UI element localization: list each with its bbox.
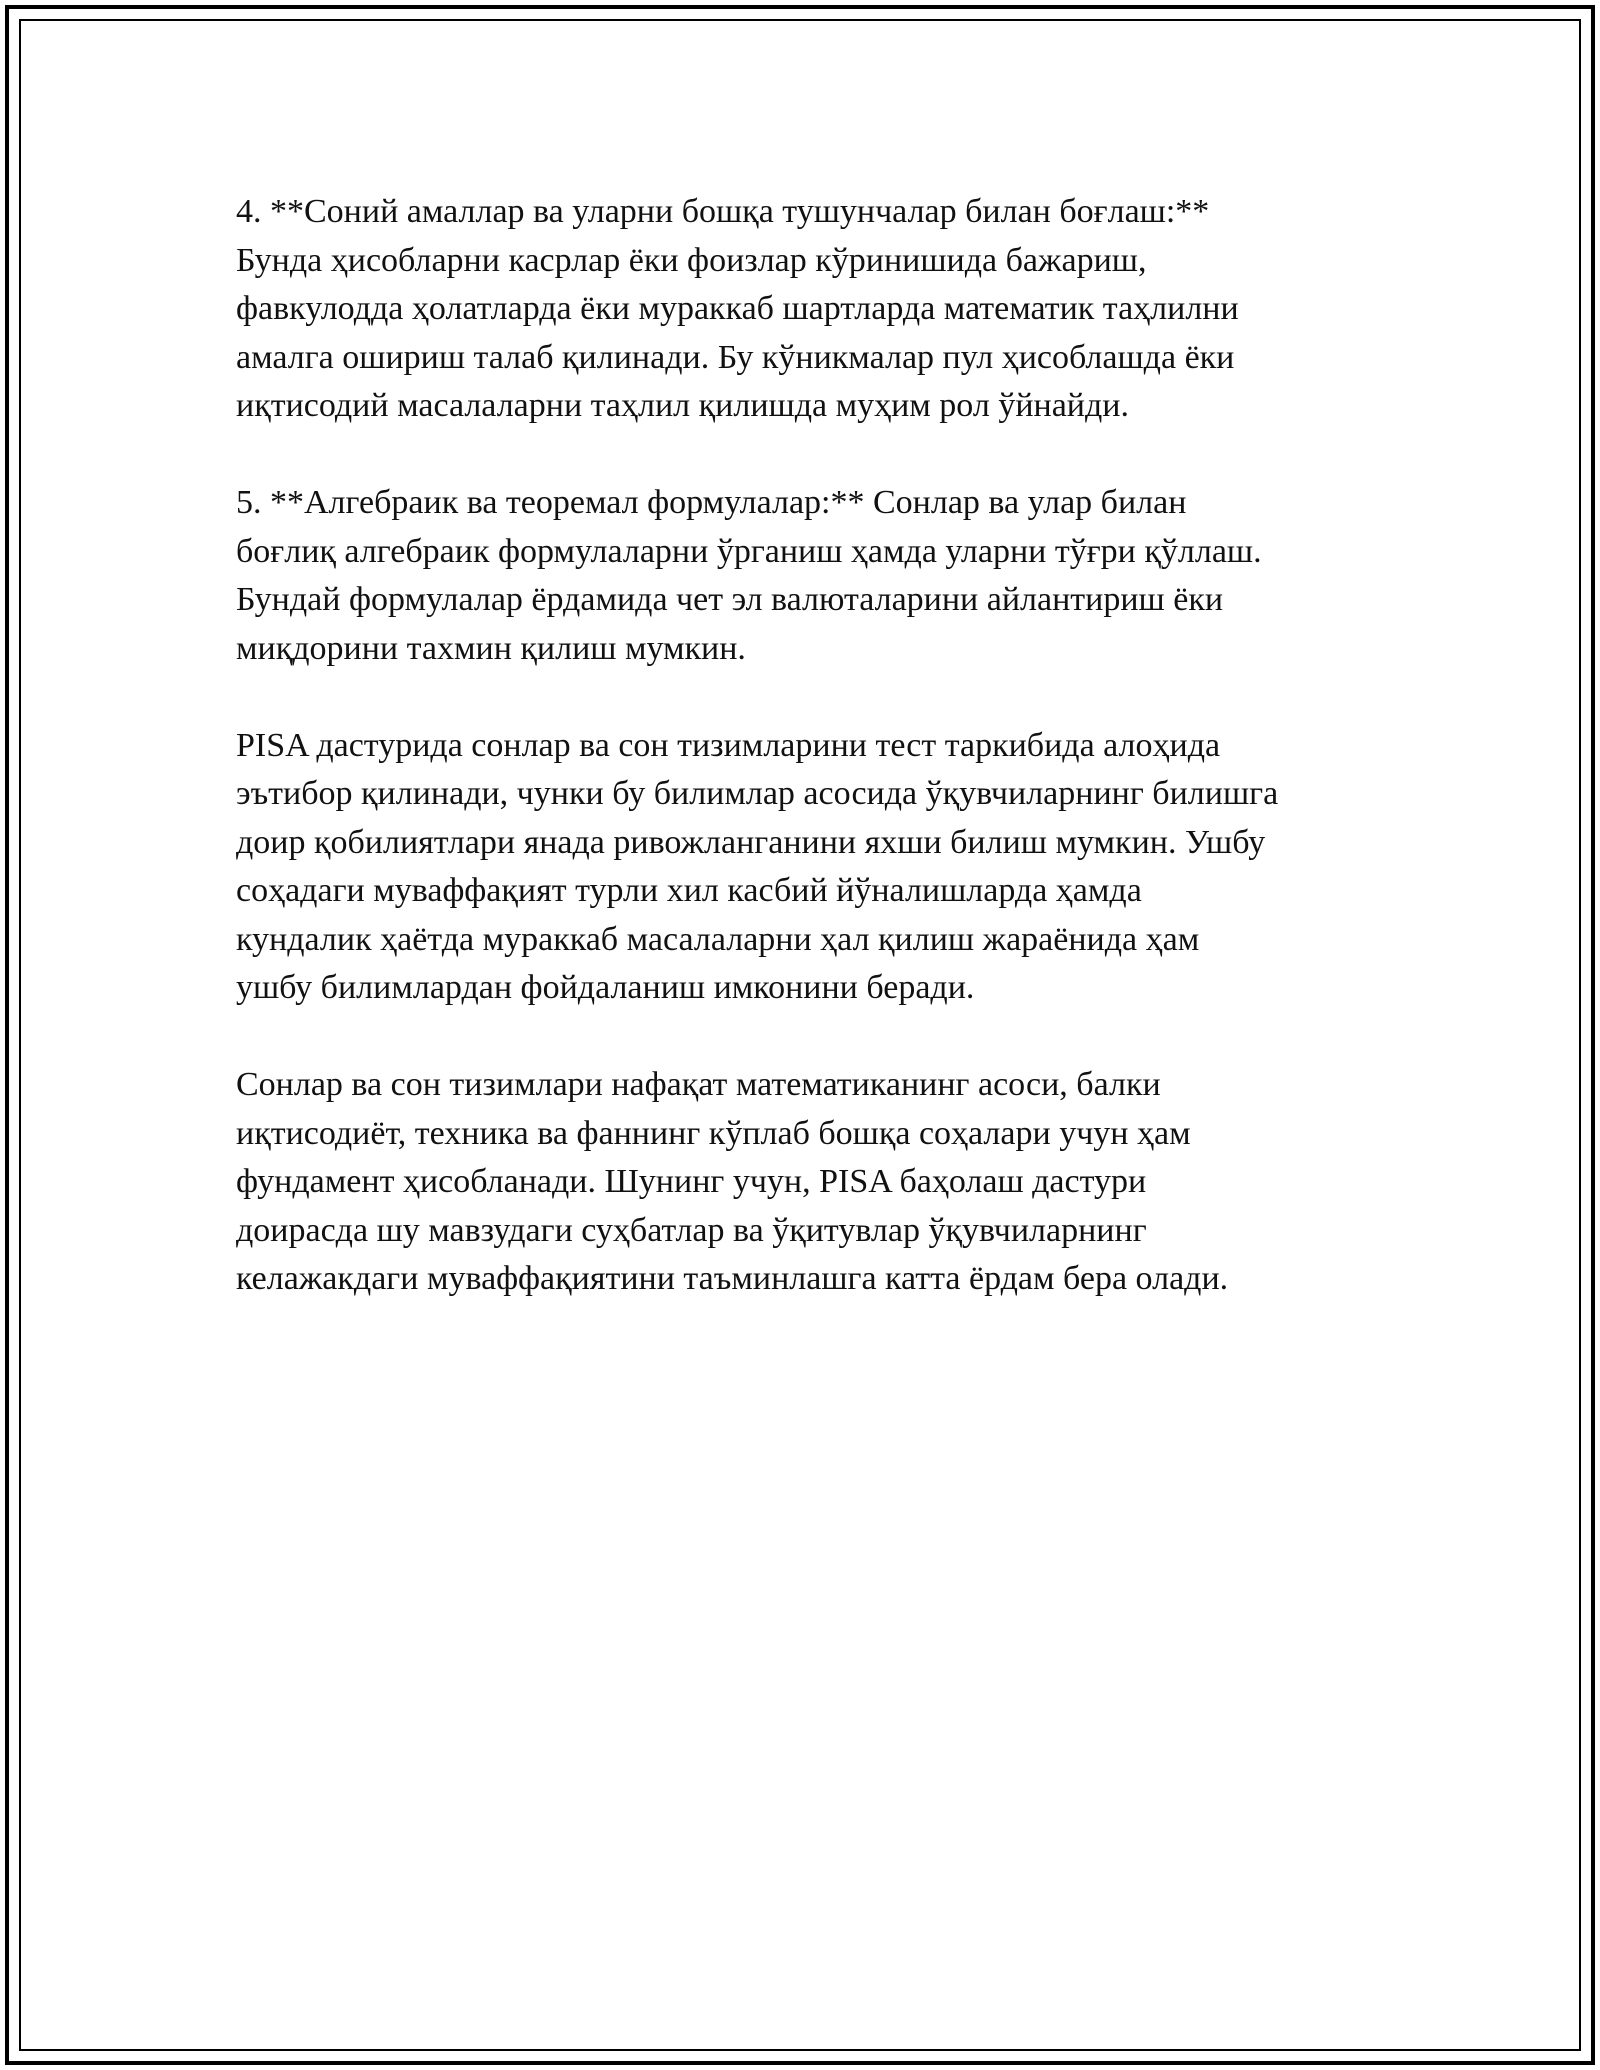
paragraph-item-5: 5. **Алгебраик ва теоремал формулалар:** Сонлар ва улар билан боғлиқ алгебраик формулаларни ўрганиш ҳамда уларни тўғри қўллаш. Бундай формулалар ёрдамида чет эл валюталарини айлантириш ёки миқдорини тахмин қилиш мумкин.	[236, 484, 1262, 667]
paragraph-item-4: 4. **Соний амаллар ва уларни бошқа тушунчалар билан боғлаш:** Бунда ҳисобларни касрлар ёки фоизлар кўринишида бажариш, фавкулодда ҳолатларда ёки мураккаб шартларда математик таҳлилни амалга ошириш талаб қилинади. Бу кўникмалар пул ҳисоблашда ёки иқтисодий масалаларни таҳлил қилишда муҳим рол ўйнайди.	[236, 193, 1239, 424]
paragraph-pisa: PISA дастурида сонлар ва сон тизимларини тест таркибида алоҳида эътибор қилинади, чунки бу билимлар асосида ўқувчиларнинг билишга доир қобилиятлари янада ривожланганини яхши билиш мумкин. Ушбу соҳадаги муваффақият турли хил касбий йўналишларда ҳамда кундалик ҳаётда мураккаб масалаларни ҳал қилиш жараёнида ҳам ушбу билимлардан фойдаланиш имконини беради.	[236, 726, 1279, 1006]
document-body	[236, 188, 1396, 1304]
paragraph-conclusion: Сонлар ва сон тизимлари нафақат математиканинг асоси, балки иқтисодиёт, техника ва фаннинг кўплаб бошқа соҳалари учун ҳам фундамент ҳисобланади. Шунинг учун, PISA баҳолаш дастури доирасда шу мавзудаги суҳбатлар ва ўқитувлар ўқувчиларнинг келажакдаги муваффақиятини таъминлашга катта ёрдам бера олади.	[236, 1066, 1229, 1297]
